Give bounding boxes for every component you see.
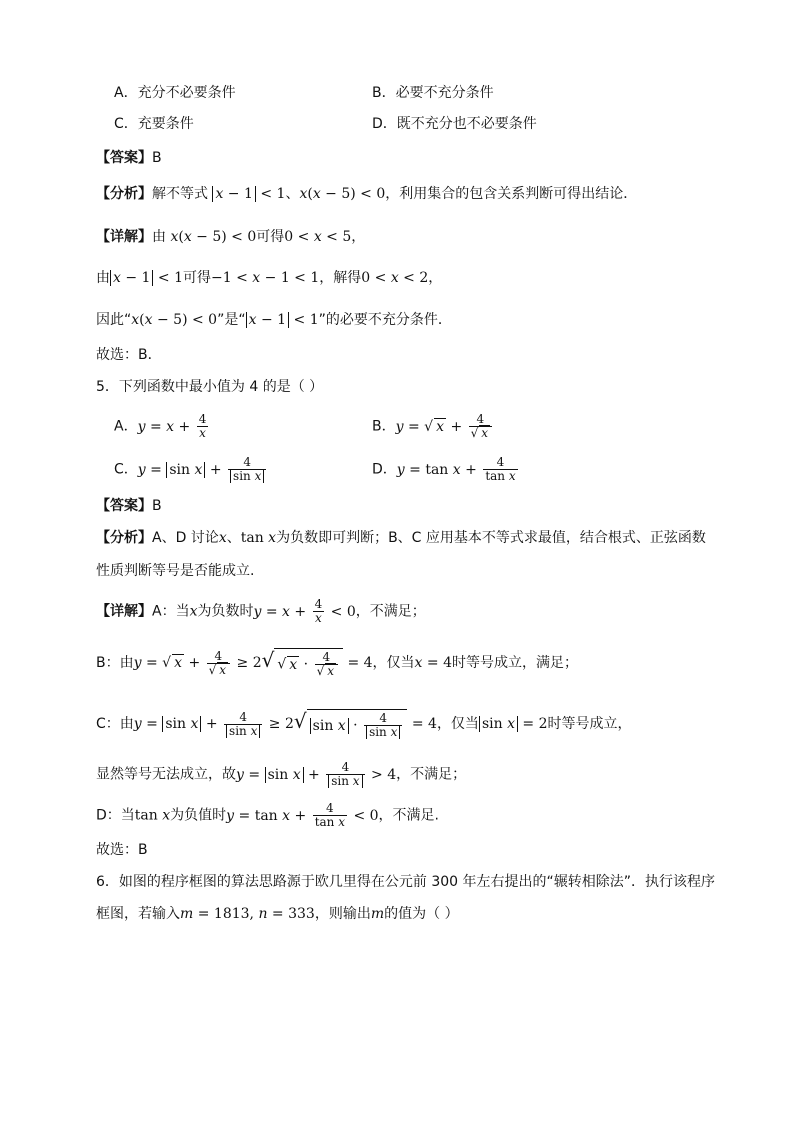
q5-detail-a: 【详解】A：当x为负数时y = x + $\frac{4}{x}$ < 0，不满足； [96, 597, 426, 625]
q5-option-b: B．y = √ x + $\frac{4}{√ x}$ [372, 413, 494, 440]
q5-analysis-2: 性质判断等号是否能成立. [96, 563, 255, 579]
q5-detail-c2: 显然等号无法成立，故y = sin x + $\frac{4}{\text{sin x}}$ > 4，不满足； [96, 760, 467, 788]
q5-detail-c: C：由y = sin x + $\frac{4}{\text{sin x}}$ ≥ 2√ sin x · $\frac{4}{\text{sin x}}$ = 4，仅当 sin x = 2时等号成立， [96, 709, 632, 739]
q4-detail-2: 由 x − 1 < 1可得−1 < x − 1 < 1，解得0 < x < 2， [96, 270, 443, 286]
q5-stem: 5．下列函数中最小值为 4 的是（ ） [96, 379, 324, 395]
q4-answer: 【答案】B [96, 150, 162, 166]
q4-detail-3: 因此“x(x − 5) < 0”是“ x − 1 < 1”的必要不充分条件． [96, 312, 452, 328]
q4-option-a: A．充分不必要条件 [114, 85, 236, 101]
q4-option-c: C．充要条件 [114, 116, 194, 132]
q5-option-a: A．y = x + $\frac{4}{x}$ [114, 412, 207, 440]
q5-option-c: C．y = sin x + $\frac{4}{\text{sin x}}$ [114, 456, 268, 483]
q5-detail-b: B：由y = √ x + $\frac{4}{√ x}$ ≥ 2√ √ x · $\frac{4}{√ x}$ = 4，仅当x = 4时等号成立，满足； [96, 648, 578, 678]
detail-tag: 【详解】 [96, 229, 152, 245]
analysis-tag: 【分析】 [96, 186, 152, 202]
q6-stem-1: 6．如图的程序框图的算法思路源于欧几里得在公元前 300 年左右提出的“辗转相除法”．执行该程序 [96, 874, 716, 890]
answer-tag: 【答案】 [96, 150, 152, 166]
q5-option-d: D．y = tan x + $\frac{4}{\text{tan x}}$ [372, 455, 516, 483]
q5-analysis-1: 【分析】A、D 讨论x、tan x为负数即可判断；B、C 应用基本不等式求最值，结合根式、正弦函数 [96, 530, 706, 546]
q4-analysis: 【分析】解不等式 x − 1 < 1、x(x − 5) < 0，利用集合的包含关系判断可得出结论． [96, 186, 638, 202]
q4-option-b: B．必要不充分条件 [372, 85, 494, 101]
q5-detail-d: D：当tan x为负值时y = tan x + $\frac{4}{\text{tan x}}$ < 0，不满足. [96, 801, 439, 829]
q5-choose: 故选：B [96, 842, 148, 858]
q4-detail-1: 【详解】由 x(x − 5) < 0可得0 < x < 5， [96, 229, 366, 245]
q4-option-d: D．既不充分也不必要条件 [372, 116, 537, 132]
q6-stem-2: 框图，若输入m = 1813, n = 333，则输出m的值为（ ） [96, 906, 459, 922]
q4-choose: 故选：B． [96, 347, 162, 363]
q5-answer: 【答案】B [96, 498, 162, 514]
